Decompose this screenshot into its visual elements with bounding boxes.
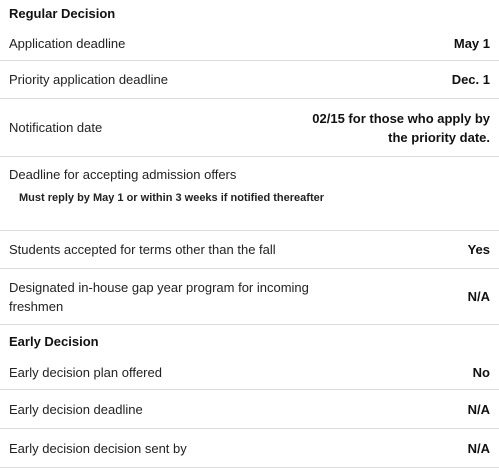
early-sent-by-row (0, 429, 499, 468)
early-decision-heading: Early Decision (9, 334, 99, 349)
gap-year-label-line2: freshmen (9, 298, 64, 314)
other-terms-value: Yes (467, 242, 490, 257)
application-deadline-label: Application deadline (9, 36, 126, 51)
other-terms-row (0, 231, 499, 269)
application-deadline-value: May 1 (453, 36, 490, 51)
priority-deadline-row (0, 61, 499, 99)
accept-offers-label: Deadline for accepting admission offers (9, 166, 237, 182)
notification-date-value-line2: the priority date. (388, 129, 490, 145)
early-deadline-row (0, 390, 499, 429)
notification-date-value (300, 109, 490, 147)
notification-date-value-line1: 02/15 for those who apply by (312, 110, 490, 126)
notification-date-row (0, 99, 499, 157)
gap-year-value: N/A (467, 289, 490, 304)
application-deadline-row (0, 27, 499, 61)
gap-year-row (0, 269, 499, 325)
notification-date-label: Notification date (9, 120, 103, 135)
other-terms-label: Students accepted for terms other than the fall (9, 242, 276, 257)
early-plan-offered-label: Early decision plan offered (9, 365, 162, 380)
priority-deadline-value: Dec. 1 (451, 72, 490, 87)
early-sent-by-value: N/A (467, 440, 490, 456)
accept-offers-block (0, 157, 499, 231)
gap-year-label-line1: Designated in-house gap year program for incoming (9, 279, 309, 295)
priority-deadline-label: Priority application deadline (9, 72, 168, 87)
early-deadline-value: N/A (467, 401, 490, 417)
early-deadline-label: Early decision deadline (9, 401, 143, 417)
early-plan-offered-row (0, 356, 499, 390)
regular-decision-heading: Regular Decision (9, 6, 116, 21)
early-plan-offered-value: No (472, 365, 490, 380)
early-sent-by-label: Early decision decision sent by (9, 440, 187, 456)
gap-year-label (9, 278, 456, 316)
accept-offers-note: Must reply by May 1 or within 3 weeks if notified thereafter (19, 192, 325, 204)
accept-offers-row (0, 157, 499, 191)
